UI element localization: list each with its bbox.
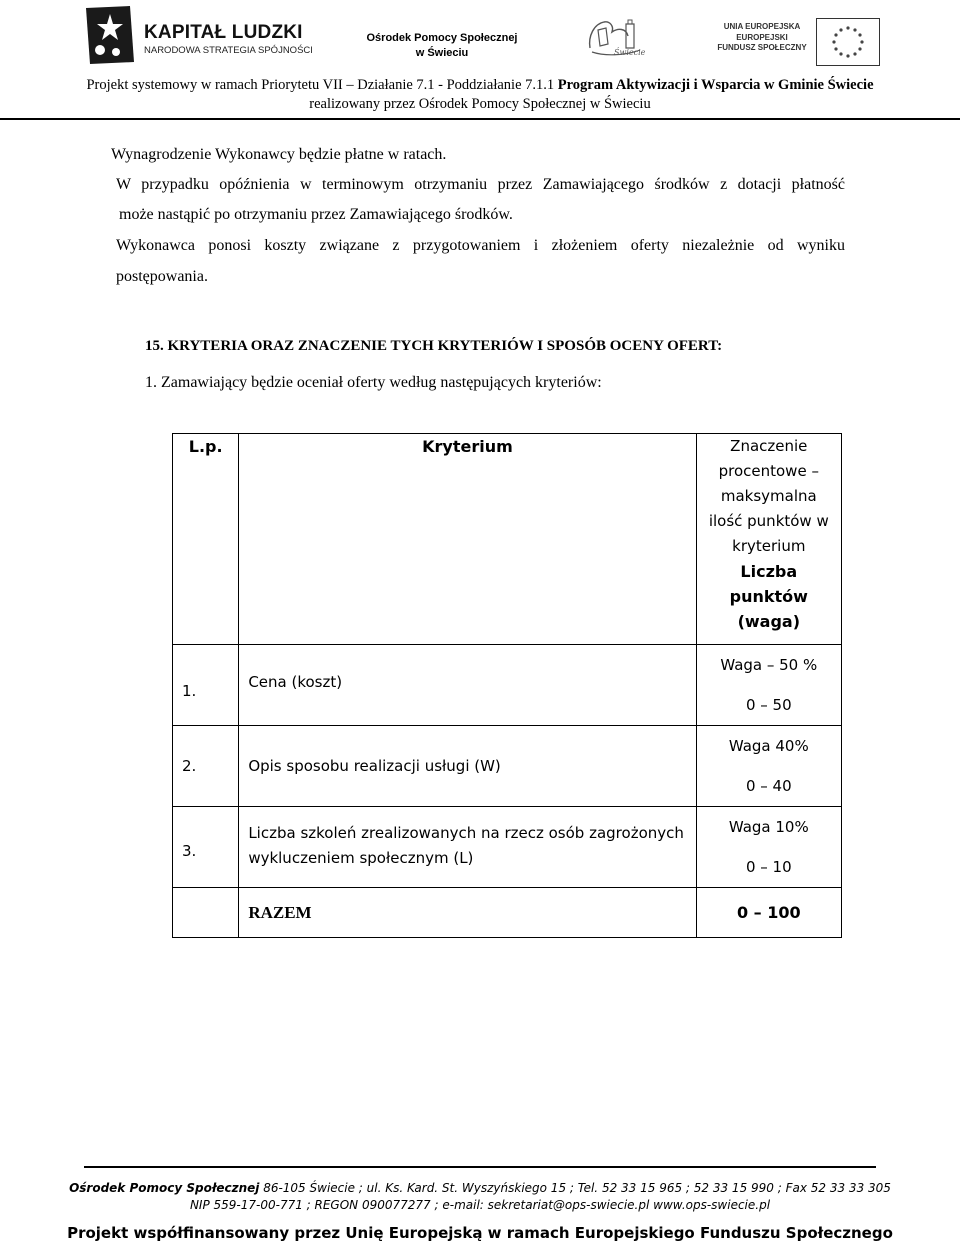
ops-name-line1: Ośrodek Pomocy Społecznej <box>366 32 518 44</box>
row-waga: Waga 40% <box>728 737 809 755</box>
project-line-2: realizowany przez Ośrodek Pomocy Społecznej w Świeciu <box>309 96 651 112</box>
znaczenie-line: kryterium <box>732 537 806 555</box>
project-line-1-a: Projekt systemowy w ramach Priorytetu VII – Działanie 7.1 - Poddziałanie 7.1.1 <box>86 77 558 93</box>
row-kryterium: Cena (koszt) <box>239 645 696 726</box>
row-lp: 2. <box>173 726 239 807</box>
eu-text-block <box>706 22 818 54</box>
eu-line3: FUNDUSZ SPOŁECZNY <box>717 43 807 52</box>
paragraph-costs: Wykonawca ponosi koszty związane z przygotowaniem i złożeniem oferty niezależnie od wyniku <box>116 237 845 254</box>
row-kryterium: Opis sposobu realizacji usługi (W) <box>239 726 696 807</box>
row-znaczenie <box>696 807 841 888</box>
ops-name-line2: w Świeciu <box>415 47 469 59</box>
eu-line2: EUROPEJSKI <box>736 32 788 42</box>
paragraph-costs-cont: postępowania. <box>116 268 208 285</box>
header-znaczenie <box>696 434 841 645</box>
project-line-1-b: Program Aktywizacji i Wsparcia w Gminie Świecie <box>557 77 874 93</box>
paragraph-payment: Wynagrodzenie Wykonawcy będzie płatne w ratach. <box>111 146 447 163</box>
footer-ids: NIP 559-17-00-771 ; REGON 090077277 ; e-mail: sekretariat@ops-swiecie.pl www.ops-swiecie.pl <box>189 1198 771 1212</box>
ops-name <box>362 31 522 61</box>
footer-divider <box>84 1166 876 1168</box>
znaczenie-bold-line: (waga) <box>737 612 801 631</box>
row-lp: 3. <box>173 807 239 888</box>
footer-org-name: Ośrodek Pomocy Społecznej <box>69 1181 260 1195</box>
eu-line1: UNIA EUROPEJSKA <box>723 22 801 31</box>
row-kryterium <box>239 807 696 888</box>
kapital-ludzki-logo <box>82 4 313 66</box>
header-kryterium: Kryterium <box>239 434 696 645</box>
header-divider <box>0 118 960 120</box>
znaczenie-bold-line: Liczba <box>740 562 798 581</box>
row-punkty: 0 – 50 <box>745 696 792 714</box>
row-kryterium-line: wykluczeniem społecznym (L) <box>248 849 474 867</box>
total-empty-cell <box>173 888 239 938</box>
znaczenie-line: ilość punktów w <box>708 512 829 530</box>
footer-address <box>0 1181 960 1195</box>
znaczenie-line: procentowe – <box>718 462 819 480</box>
svg-text:Świecie: Świecie <box>614 48 646 57</box>
project-line-1 <box>0 77 960 94</box>
footer-address-rest: 86-105 Świecie ; ul. Ks. Kard. St. Wyszyńskiego 15 ; Tel. 52 33 15 965 ; 52 33 15 990 ; Fax 52 33 33 305 <box>259 1181 891 1195</box>
row-punkty: 0 – 10 <box>745 858 792 876</box>
paragraph-delay-cont: może nastąpić po otrzymaniu przez Zamawiającego środków. <box>119 206 513 223</box>
section-heading: 15. KRYTERIA ORAZ ZNACZENIE TYCH KRYTERIÓW I SPOSÓB OCENY OFERT: <box>145 338 723 354</box>
footer-cofinancing: Projekt współfinansowany przez Unię Europejską w ramach Europejskiego Funduszu Społecznego <box>67 1224 893 1242</box>
table-row <box>173 807 842 888</box>
row-lp: 1. <box>173 645 239 726</box>
znaczenie-bold-line: punktów <box>729 587 808 606</box>
row-kryterium-line: Liczba szkoleń zrealizowanych na rzecz osób zagrożonych <box>248 824 684 842</box>
header-lp: L.p. <box>173 434 239 645</box>
page-header <box>0 0 960 120</box>
kapital-ludzki-flag-icon <box>82 4 138 66</box>
row-znaczenie <box>696 726 841 807</box>
total-label: RAZEM <box>239 888 696 938</box>
swiecie-emblem-icon <box>584 18 646 60</box>
znaczenie-line: Znaczenie <box>730 437 808 455</box>
table-total-row <box>173 888 842 938</box>
total-value: 0 – 100 <box>696 888 841 938</box>
kapital-ludzki-subtitle: NARODOWA STRATEGIA SPÓJNOŚCI <box>144 45 313 56</box>
paragraph-delay: W przypadku opóźnienia w terminowym otrzymaniu przez Zamawiającego środków z dotacji płatność <box>116 176 845 193</box>
znaczenie-line: maksymalna <box>720 487 817 505</box>
table-header-row <box>173 434 842 645</box>
criteria-intro: 1. Zamawiający będzie oceniał oferty według następujących kryteriów: <box>145 374 602 391</box>
table-row <box>173 645 842 726</box>
row-punkty: 0 – 40 <box>745 777 792 795</box>
row-znaczenie <box>696 645 841 726</box>
row-waga: Waga 10% <box>728 818 809 836</box>
eu-flag-icon <box>816 18 880 66</box>
table-row <box>173 726 842 807</box>
row-waga: Waga – 50 % <box>720 656 818 674</box>
kapital-ludzki-title: KAPITAŁ LUDZKI <box>144 22 303 43</box>
criteria-table <box>172 433 842 938</box>
